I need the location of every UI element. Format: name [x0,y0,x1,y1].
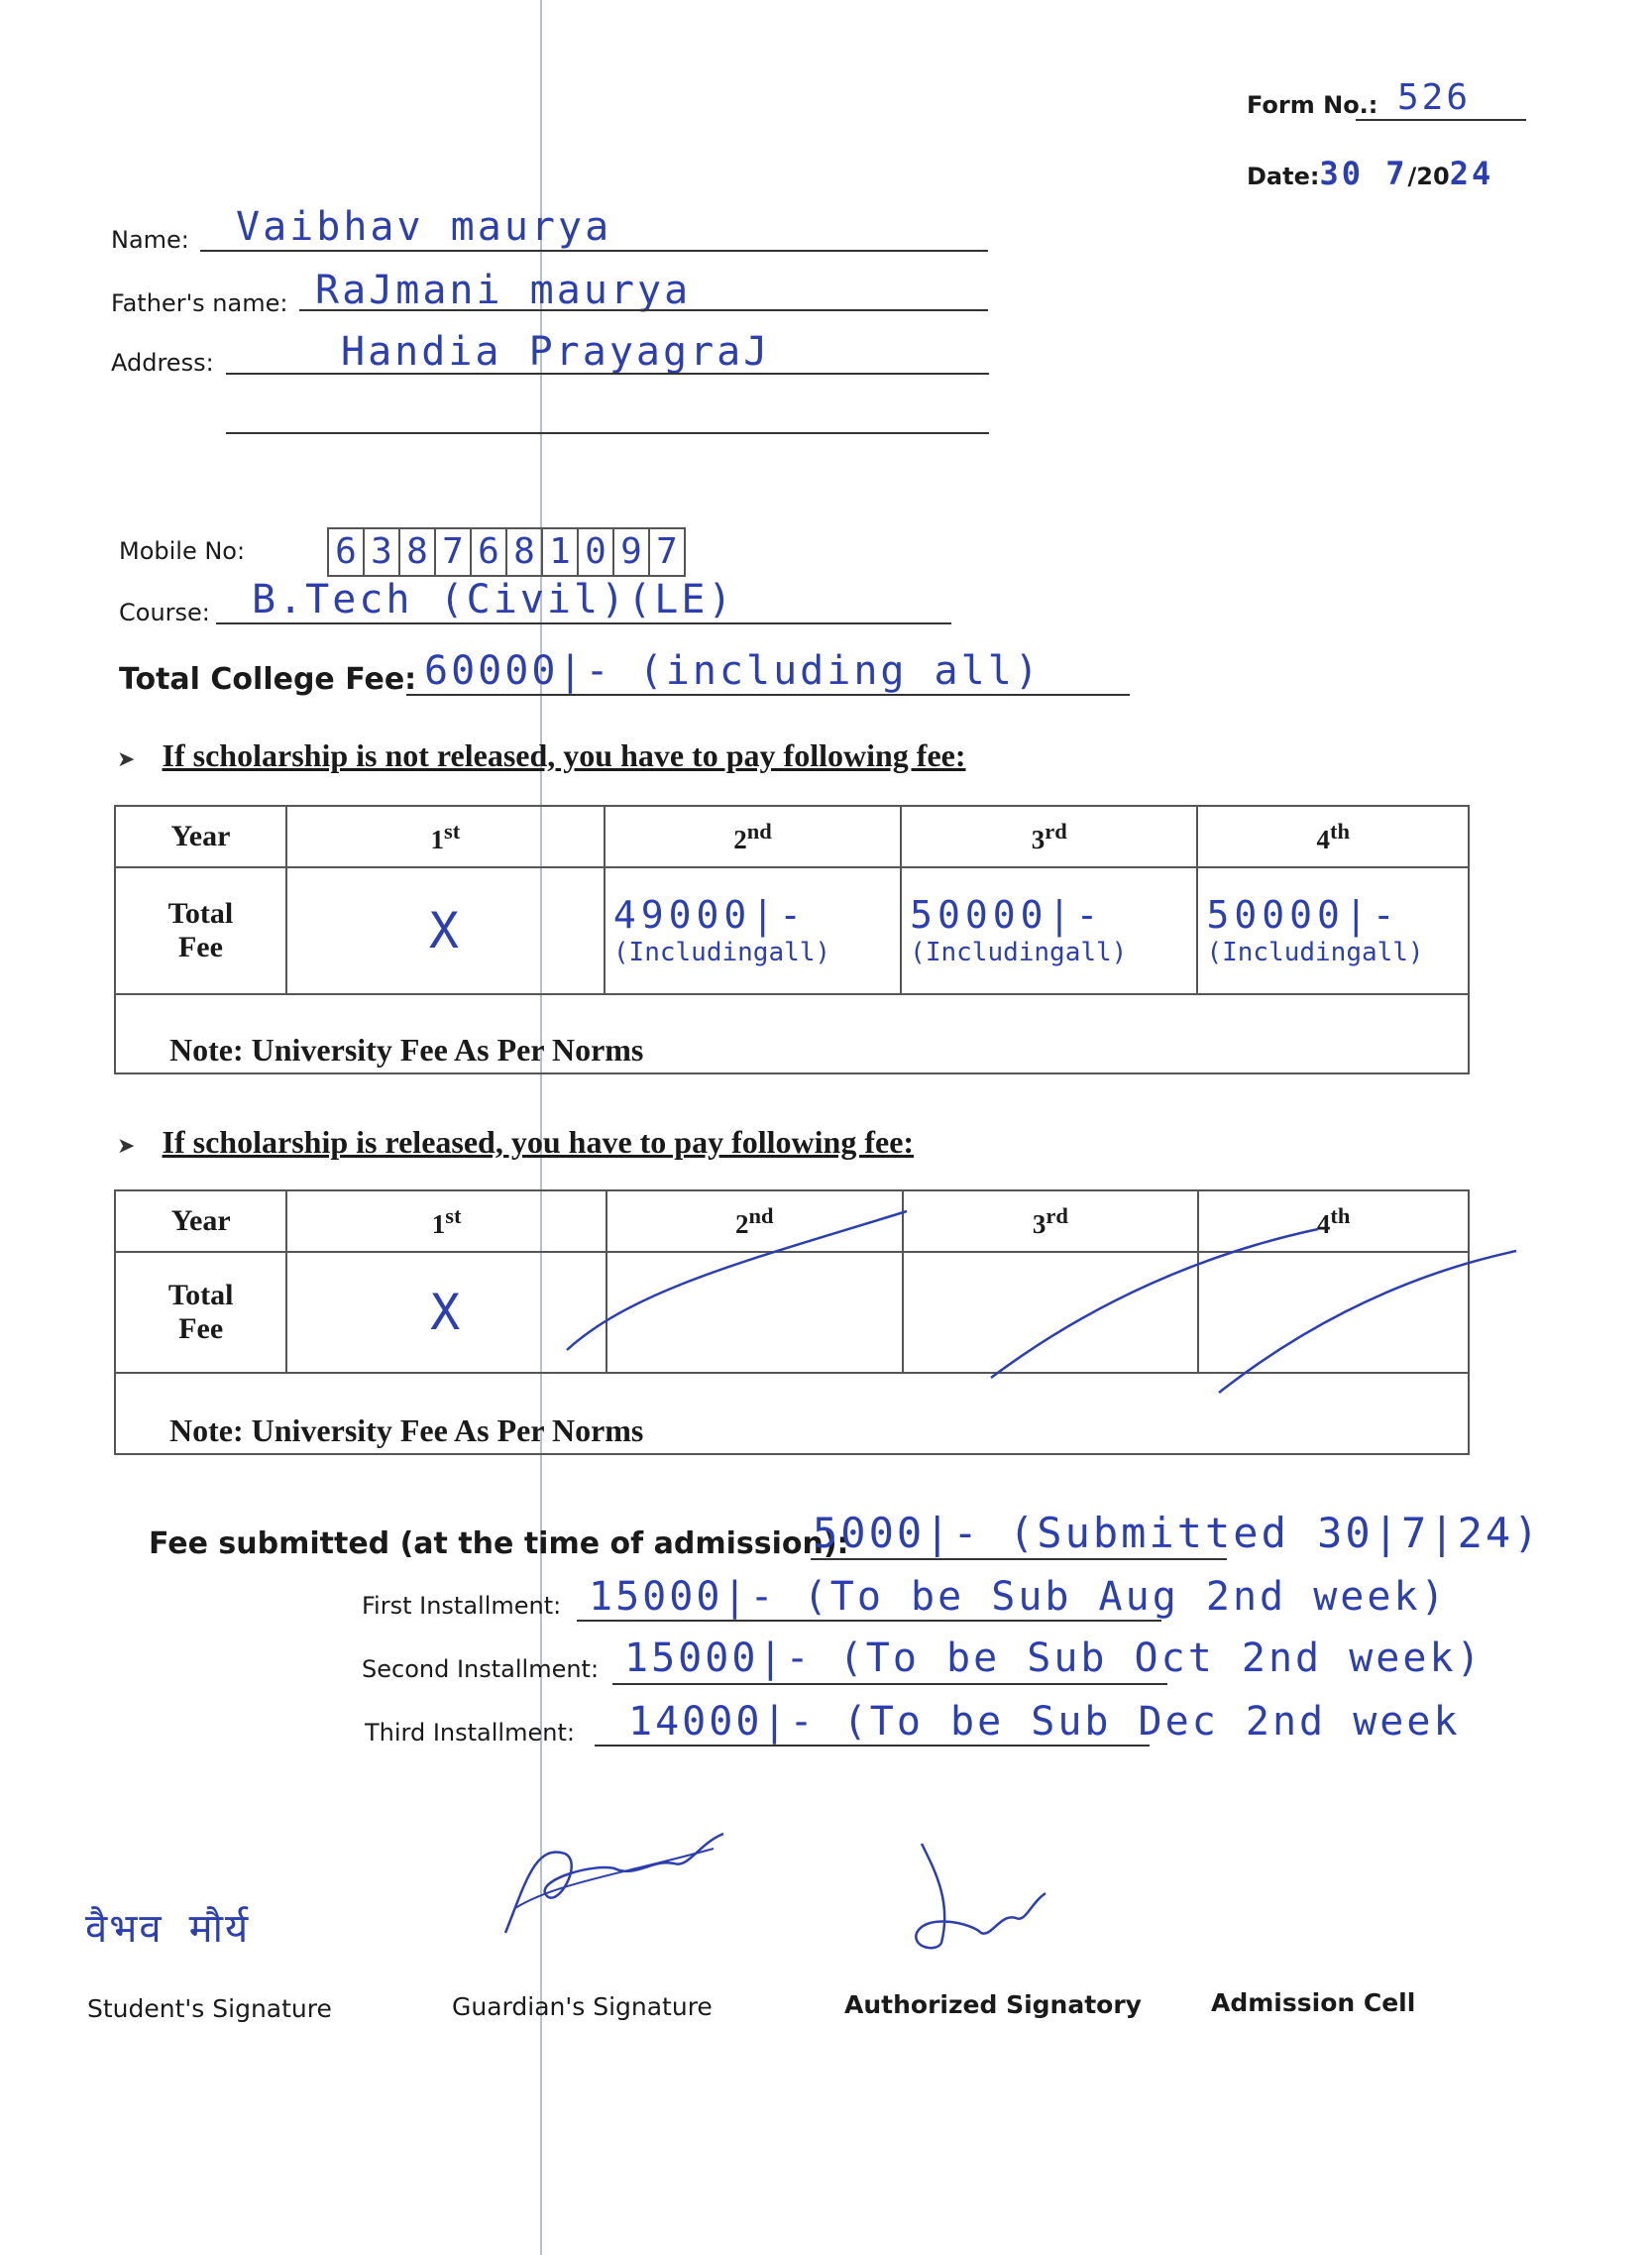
mobile-digit: 6 [327,527,365,577]
section1-heading-text: If scholarship is not released, you have to pay following fee: [162,737,966,773]
year-sup: th [1330,1202,1351,1228]
total-fee-label-line2: Fee [177,931,223,963]
authorized-signatory-label: Authorized Signatory [844,1990,1142,2019]
year-ord: 1 [431,1208,446,1239]
year-2-fee-note: (Includingall) [612,938,831,968]
university-fee-note: Note: University Fee As Per Norms [115,1373,1469,1454]
section2-heading-text: If scholarship is released, you have to pay following fee: [162,1124,915,1160]
mobile-digit: 0 [577,527,614,577]
form-no-value: 526 [1397,77,1472,118]
year-sup: rd [1045,818,1067,844]
first-installment-label: First Installment: [362,1592,562,1620]
year-ord: 3 [1031,824,1046,854]
year-sup: rd [1046,1202,1068,1228]
student-signature-mark: वैभव मौर्य [85,1906,251,1952]
arrow-bullet-icon: ➤ [117,1134,136,1159]
first-installment-value: 15000|- (To be Sub Aug 2nd week) [589,1574,1448,1620]
year-sup: st [444,818,461,844]
guardian-signature-mark [486,1824,743,1953]
form-no-label: Form No.: [1247,91,1378,119]
address-label: Address: [111,349,214,377]
mobile-digit: 7 [648,527,686,577]
name-value: Vaibhav maurya [236,204,612,250]
mobile-label: Mobile No: [119,537,246,565]
strike-line-year-4 [1219,1251,1516,1393]
year-4-fee-amount: 50000|- [1206,892,1400,937]
year-sup: nd [746,818,772,844]
year-2-fee-amount: 49000|- [612,892,808,937]
total-fee-value: 60000|- (including all) [424,648,1042,694]
year-ord: 4 [1316,1208,1331,1239]
total-fee-label-line2: Fee [178,1312,224,1345]
year-ord: 4 [1316,824,1330,854]
course-value: B.Tech (Civil)(LE) [252,577,735,622]
total-fee-label-line1: Total [167,1279,234,1311]
year-sup: nd [748,1202,774,1228]
father-name-label: Father's name: [111,289,288,317]
date-middle: /20 [1407,163,1450,190]
year-header-cell: Year [115,806,286,867]
year-1-fee-mark: X [428,902,462,959]
year-sup: st [445,1202,462,1228]
year-ord: 1 [430,824,445,854]
third-installment-value: 14000|- (To be Sub Dec 2nd week [628,1699,1461,1745]
father-name-value: RaJmani maurya [315,268,692,313]
year-4-fee-note: (Includingall) [1206,938,1424,968]
mobile-digit: 8 [505,527,543,577]
total-fee-label: Total College Fee: [119,662,417,697]
date-prefix: Date: [1247,163,1320,190]
year-3-fee-note: (Includingall) [910,938,1128,968]
date-year: 24 [1449,155,1494,192]
mobile-digit: 9 [612,527,650,577]
second-installment-label: Second Installment: [362,1655,600,1683]
mobile-digit: 8 [398,527,436,577]
guardian-signature-label: Guardian's Signature [452,1992,713,2021]
mobile-digit: 7 [434,527,472,577]
strike-line-year-2 [567,1208,907,1350]
year-3-fee-amount: 50000|- [910,892,1104,937]
year-1-fee-mark: X [430,1284,464,1341]
date-day-month: 30 7 [1319,155,1408,192]
admission-fee-underline [811,1558,1227,1560]
year-ord: 2 [734,1208,749,1239]
address-value: Handia PrayagraJ [341,329,771,375]
second-installment-underline [612,1683,1167,1685]
admission-fee-label: Fee submitted (at the time of admission): [149,1526,849,1561]
year-ord: 2 [733,824,747,854]
mobile-digit: 6 [470,527,507,577]
name-label: Name: [111,226,189,254]
admission-fee-value: 5000|- (Submitted 30|7|24) [813,1509,1542,1557]
university-fee-note: Note: University Fee As Per Norms [115,994,1469,1073]
mobile-digit: 1 [541,527,579,577]
total-fee-label-line1: Total [167,897,234,930]
course-label: Course: [119,599,210,626]
year-header-cell: Year [115,1190,286,1252]
arrow-bullet-icon: ➤ [117,747,136,772]
third-installment-underline [595,1745,1150,1747]
second-installment-value: 15000|- (To be Sub Oct 2nd week) [624,1635,1484,1681]
mobile-digit: 3 [363,527,400,577]
third-installment-label: Third Installment: [365,1719,575,1747]
admission-cell-label: Admission Cell [1211,1988,1416,2017]
authorized-signatory-mark [882,1834,1080,1963]
student-signature-label: Student's Signature [87,1994,332,2023]
first-installment-underline [577,1620,1161,1622]
year-sup: th [1329,818,1350,844]
year-ord: 3 [1032,1208,1046,1239]
